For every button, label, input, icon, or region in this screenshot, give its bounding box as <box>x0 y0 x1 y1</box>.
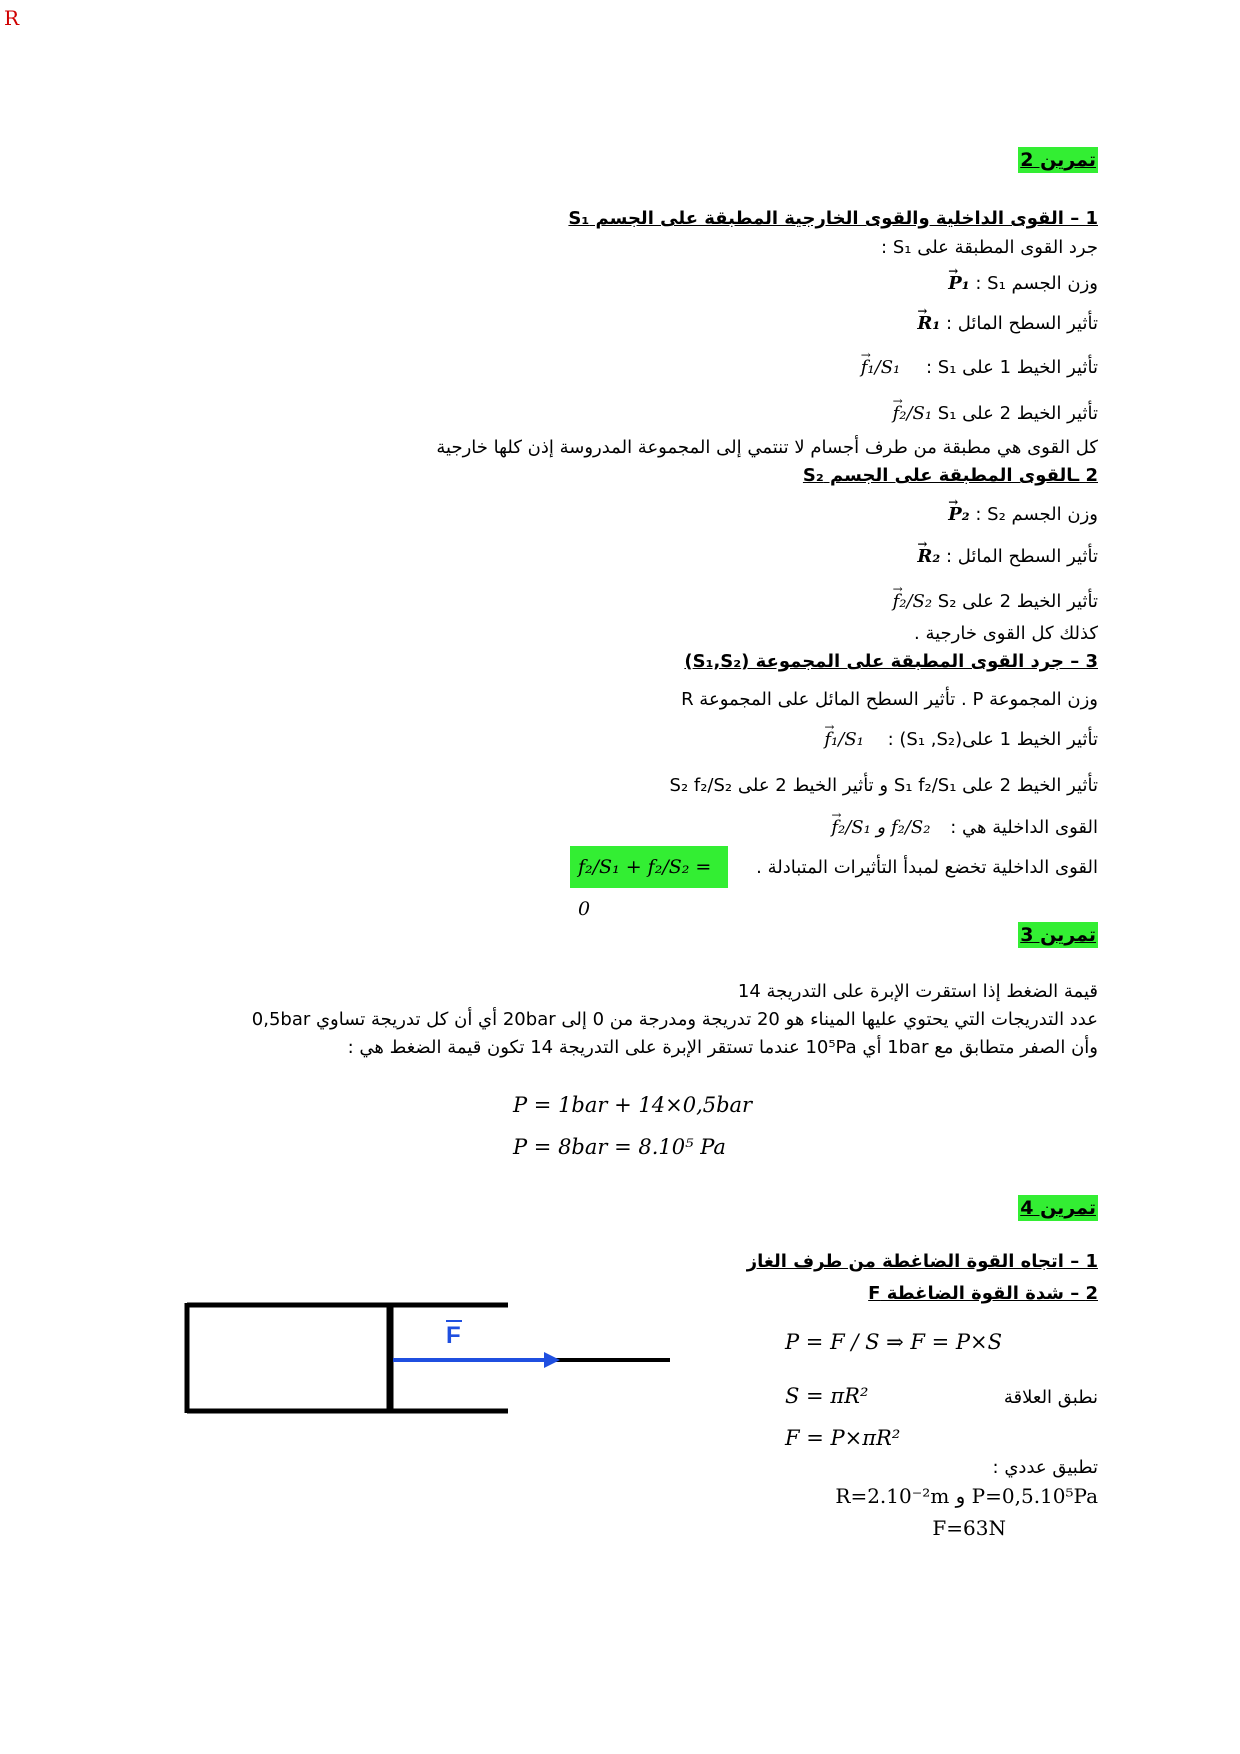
pressure-equation-1: P = 1bar + 14×0,5bar <box>513 1093 753 1117</box>
pressure-force-equation: P = F / S ⇒ F = P×S <box>785 1330 1003 1354</box>
thread1-s1-label: تأثير الخيط 1 على S₁ : <box>926 357 1098 378</box>
force-label: F <box>446 1322 461 1349</box>
internal-forces-label: القوى الداخلية هي : <box>950 817 1098 838</box>
force-equation: F = P×πR² <box>785 1426 901 1450</box>
weight-s1-symbol: → P₁ <box>948 272 969 296</box>
thread1-group-label: تأثير الخيط 1 على(S₁ ,S₂) : <box>887 729 1098 750</box>
exercise-4-header: تمرين 4 <box>1020 1197 1096 1219</box>
pressure-equation-2: P = 8bar = 8.10⁵ Pa <box>513 1135 726 1159</box>
thread2-s1-label: تأثير الخيط 2 على S₁ <box>937 403 1098 424</box>
weight-s1-label: وزن الجسم S₁ : <box>975 273 1098 294</box>
section-3-title: 3 – جرد القوى المطبقة على المجموعة (S₁,S₂) <box>684 651 1098 672</box>
section-2-title: 2 ـالقوى المطبقة على الجسم S₂ <box>802 465 1098 486</box>
exercise-2-header: تمرين 2 <box>1020 149 1096 171</box>
thread1-s1-symbol: → f₁/S₁ <box>861 356 901 380</box>
external-forces-note: كل القوى هي مطبقة من طرف أجسام لا تنتمي إلى المجموعة المدروسة إذن كلها خارجية <box>436 437 1098 458</box>
incline-s1-line <box>917 312 1098 336</box>
ex4-item-1: 1 – اتجاه القوة الضاغطة من طرف الغاز <box>746 1251 1098 1272</box>
ex3-line-2: عدد التدريجات التي يحتوي عليها الميناء هو 20 تدريجة ومدرجة من 0 إلى 20bar أي أن كل تدريجة تساوي 0,5bar <box>251 1009 1098 1030</box>
weight-s2-line <box>948 503 1098 527</box>
internal-forces-symbols: → f₂/S₁ و f₂/S₂ <box>831 816 930 840</box>
piston-diagram <box>150 1275 720 1460</box>
exercise-3-header: تمرين 3 <box>1020 924 1096 946</box>
incline-s2-label: تأثير السطح المائل : <box>945 546 1098 567</box>
thread2-s2-line <box>893 590 1098 614</box>
thread2-s2-label: تأثير الخيط 2 على S₂ <box>937 591 1098 612</box>
all-external-note: كذلك كل القوى خارجية . <box>914 623 1098 644</box>
weight-s2-symbol: → P₂ <box>948 503 969 527</box>
thread1-group-symbol: → f₁/S₁ <box>824 728 864 752</box>
area-equation: S = πR² <box>785 1384 869 1408</box>
mutual-action-label: القوى الداخلية تخضع لمبدأ التأثيرات المتبادلة . <box>756 857 1098 878</box>
incline-s1-symbol: → R₁ <box>917 312 940 336</box>
group-weight-line: وزن المجموعة P . تأثير السطح المائل على المجموعة R <box>681 689 1098 710</box>
force-result: F=63N <box>932 1516 1006 1540</box>
weight-s2-label: وزن الجسم S₂ : <box>975 504 1098 525</box>
incline-s2-line <box>917 545 1098 569</box>
thread2-group-line: تأثير الخيط 2 على S₁ f₂/S₁ و تأثير الخيط 2 على S₂ f₂/S₂ <box>669 775 1098 796</box>
ex3-line-1: قيمة الضغط إذا استقرت الإبرة على التدريجة 14 <box>737 981 1098 1002</box>
forces-list-intro: جرد القوى المطبقة على S₁ : <box>881 237 1098 258</box>
thread2-s1-line <box>893 402 1098 426</box>
numeric-values: R=2.10⁻²m و P=0,5.10⁵Pa <box>835 1484 1098 1508</box>
incline-s1-label: تأثير السطح المائل : <box>945 313 1098 334</box>
ex4-item-2: 2 – شدة القوة الضاغطة F <box>868 1283 1098 1304</box>
thread1-s1-line <box>861 356 1098 380</box>
ex3-line-3: وأن الصفر متطابق مع 1bar أي 10⁵Pa عندما تستقر الإبرة على التدريجة 14 تكون قيمة الضغط هي : <box>347 1037 1098 1058</box>
internal-forces-line <box>831 816 1098 840</box>
thread2-s2-symbol: → f₂/S₂ <box>893 590 933 614</box>
weight-s1-line <box>948 272 1098 296</box>
thread2-s1-symbol: → f₂/S₁ <box>893 402 933 426</box>
numeric-application-label: تطبيق عددي : <box>992 1457 1098 1478</box>
apply-relation-label: نطبق العلاقة <box>1003 1387 1098 1408</box>
thread1-group-line <box>824 728 1098 752</box>
section-1-title: 1 – القوى الداخلية والقوى الخارجية المطبقة على الجسم S₁ <box>568 208 1098 229</box>
corner-mark: R <box>4 6 20 30</box>
incline-s2-symbol: → R₂ <box>917 545 940 569</box>
mutual-action-equation: f₂/S₁ + f₂/S₂ = 0 <box>570 846 728 888</box>
